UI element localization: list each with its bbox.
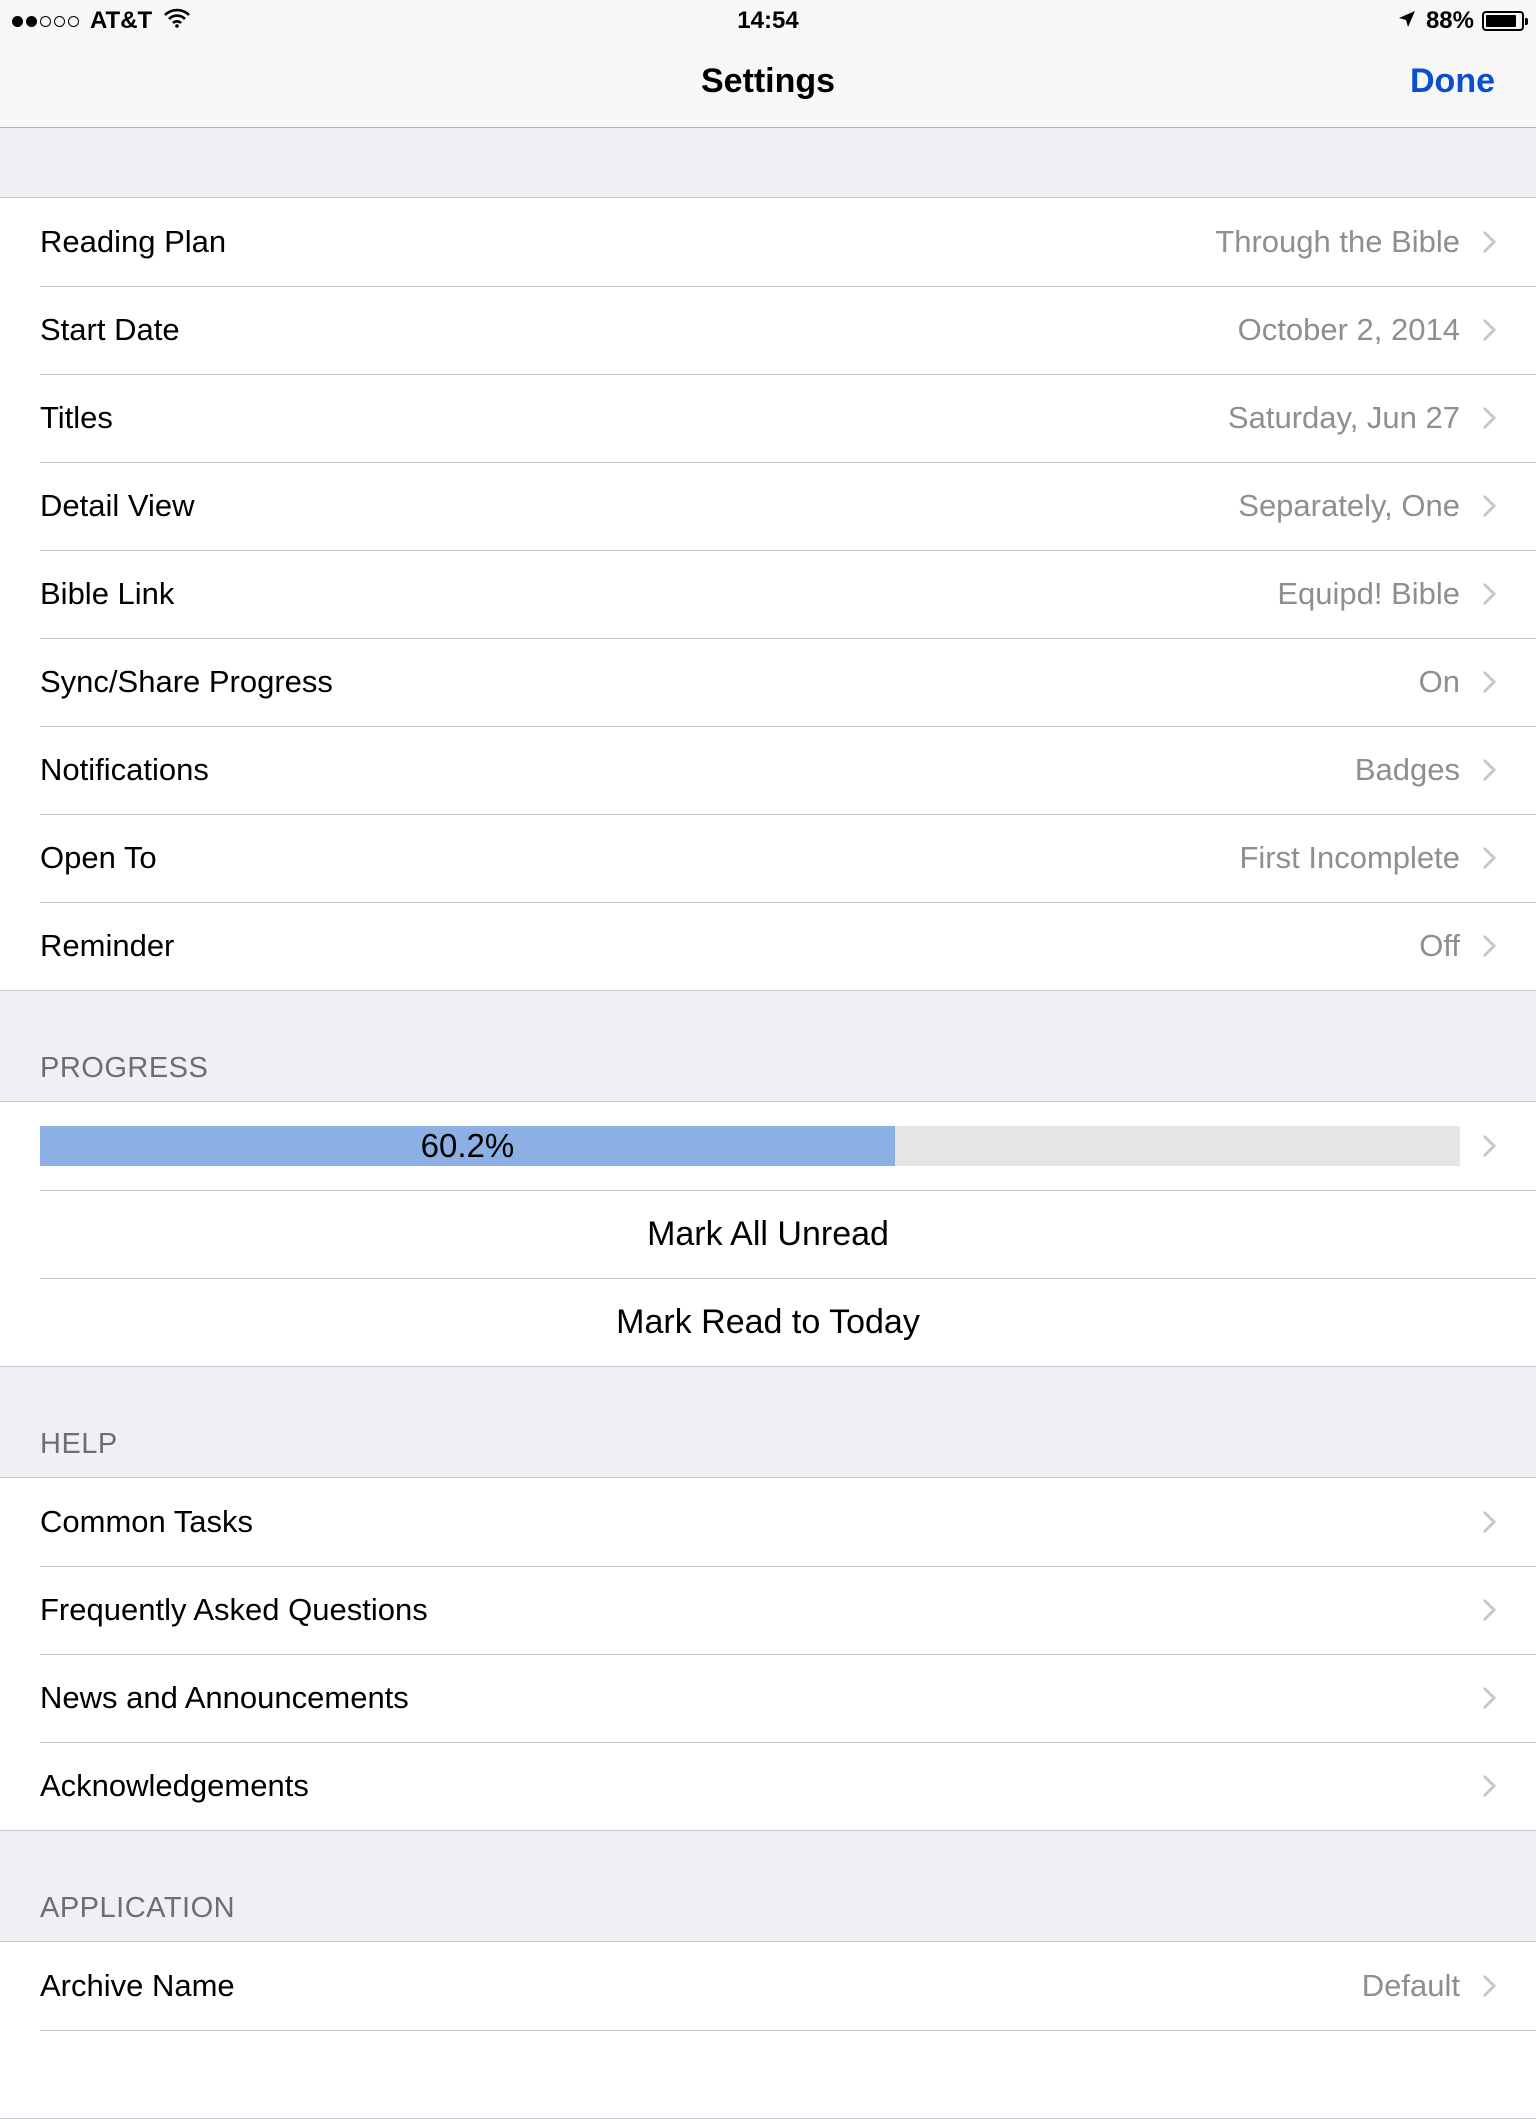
help-acknowledgements[interactable] — [0, 1742, 1536, 1830]
done-button[interactable]: Done — [1410, 62, 1495, 100]
row-value: Separately, One — [1238, 488, 1460, 523]
row-value: October 2, 2014 — [1237, 312, 1460, 347]
row-value: Badges — [1354, 752, 1460, 787]
row-label: Reminder — [40, 928, 175, 963]
help-section-header: HELP — [40, 1428, 118, 1460]
setting-sync-share-progress[interactable] — [0, 638, 1536, 726]
row-value: Saturday, Jun 27 — [1227, 400, 1460, 435]
setting-start-date[interactable] — [0, 286, 1536, 374]
setting-detail-view[interactable] — [0, 462, 1536, 550]
chevron-right-icon — [1482, 1598, 1496, 1622]
setting-reading-plan[interactable] — [0, 198, 1536, 286]
general-settings-group — [0, 197, 1536, 991]
mark-read-to-today-button[interactable] — [0, 1278, 1536, 1366]
button-label: Mark All Unread — [647, 1214, 889, 1253]
row-value: Default — [1361, 1968, 1460, 2003]
chevron-right-icon — [1482, 230, 1496, 254]
chevron-right-icon — [1482, 1686, 1496, 1710]
progress-bar — [40, 1126, 1460, 1166]
help-faq[interactable] — [0, 1566, 1536, 1654]
application-section-header: APPLICATION — [40, 1892, 236, 1924]
setting-open-to[interactable] — [0, 814, 1536, 902]
setting-notifications[interactable] — [0, 726, 1536, 814]
chevron-right-icon — [1482, 670, 1496, 694]
battery-percent: 88% — [1425, 7, 1474, 34]
setting-titles[interactable] — [0, 374, 1536, 462]
progress-row[interactable] — [0, 1102, 1536, 1190]
status-right — [1398, 7, 1524, 35]
chevron-right-icon — [1482, 406, 1496, 430]
progress-group — [0, 1101, 1536, 1367]
setting-reminder[interactable] — [0, 902, 1536, 990]
row-label: Acknowledgements — [40, 1768, 309, 1803]
row-label: Reading Plan — [40, 224, 227, 259]
row-value: Equipd! Bible — [1277, 576, 1460, 611]
progress-section-header: PROGRESS — [40, 1052, 209, 1084]
setting-bible-link[interactable] — [0, 550, 1536, 638]
status-time: 14:54 — [737, 7, 799, 34]
row-value: First Incomplete — [1239, 840, 1460, 875]
row-label: Open To — [40, 840, 157, 875]
chevron-right-icon — [1482, 1134, 1496, 1158]
chevron-right-icon — [1482, 1774, 1496, 1798]
top-spacer — [0, 129, 1536, 197]
page-title: Settings — [700, 62, 836, 100]
help-news-announcements[interactable] — [0, 1654, 1536, 1742]
row-label: Start Date — [40, 312, 180, 347]
chevron-right-icon — [1482, 582, 1496, 606]
navigation-bar — [0, 40, 1536, 128]
help-common-tasks[interactable] — [0, 1478, 1536, 1566]
row-label: News and Announcements — [40, 1680, 409, 1715]
settings-content — [0, 129, 1536, 2119]
chevron-right-icon — [1482, 318, 1496, 342]
setting-next-partial[interactable] — [0, 2030, 1536, 2118]
location-arrow-icon — [1398, 7, 1416, 35]
carrier-name: AT&T — [90, 7, 153, 34]
application-group — [0, 1941, 1536, 2119]
chevron-right-icon — [1482, 934, 1496, 958]
row-label: Frequently Asked Questions — [40, 1592, 428, 1627]
row-label: Sync/Share Progress — [40, 664, 333, 699]
chevron-right-icon — [1482, 1510, 1496, 1534]
row-label: Notifications — [40, 752, 209, 787]
chevron-right-icon — [1482, 1974, 1496, 1998]
row-label: Titles — [40, 400, 113, 435]
row-value: On — [1418, 664, 1460, 699]
chevron-right-icon — [1482, 758, 1496, 782]
chevron-right-icon — [1482, 846, 1496, 870]
button-label: Mark Read to Today — [616, 1302, 920, 1341]
row-label: Archive Name — [40, 1968, 235, 2003]
battery-icon — [1482, 11, 1524, 31]
row-label: Detail View — [40, 488, 195, 523]
setting-archive-name[interactable] — [0, 1942, 1536, 2030]
status-bar — [0, 0, 1536, 40]
row-label: Common Tasks — [40, 1504, 254, 1539]
progress-percent: 60.2% — [420, 1127, 515, 1164]
chevron-right-icon — [1482, 494, 1496, 518]
row-value: Through the Bible — [1215, 224, 1460, 259]
row-value: Off — [1419, 928, 1460, 963]
help-group — [0, 1477, 1536, 1831]
row-label: Bible Link — [40, 576, 175, 611]
mark-all-unread-button[interactable] — [0, 1190, 1536, 1278]
